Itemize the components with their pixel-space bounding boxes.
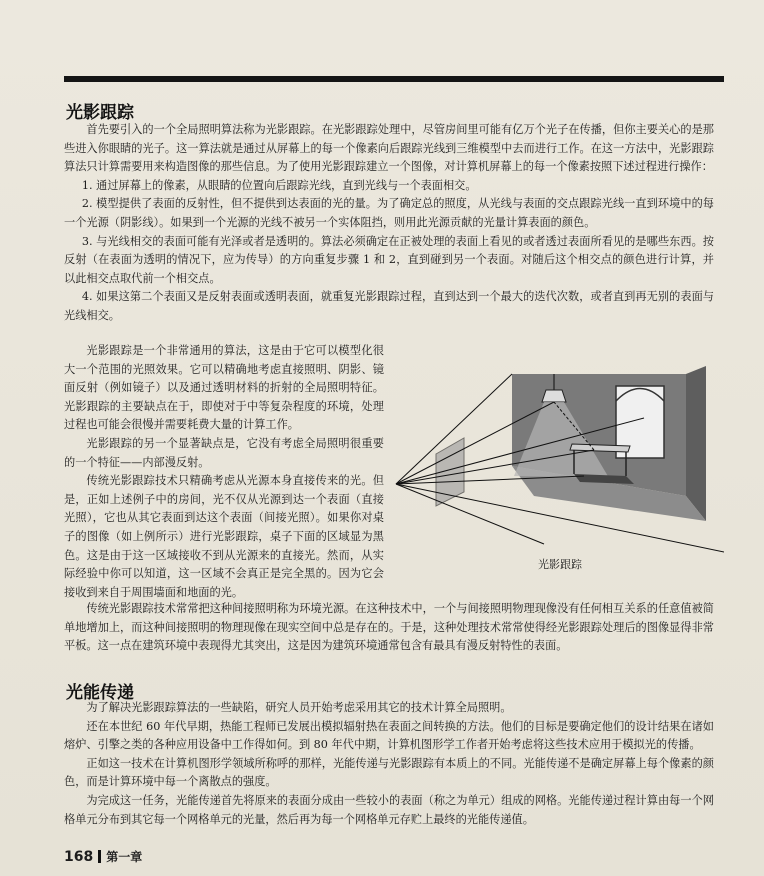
ray-tracing-intro xyxy=(64,121,714,326)
radiosity-paragraph: 还在本世纪 60 年代早期，热能工程师已发展出模拟辐射热在表面之间转换的方法。他们的目标是要确定他们的设计结果在诸如熔炉、引擎之类的各种应用设备中工作得如何。到 80 年代中期，计算机图形学工作者开始考虑将这些技术应用于模拟光的传播。 xyxy=(64,719,714,752)
intro-paragraph: 首先要引入的一个全局照明算法称为光影跟踪。在光影跟踪处理中，尽管房间里可能有亿万个光子在传播，但你主要关心的是那些进入你眼睛的光子。这一算法就是通过从屏幕上的每一个像素向后跟踪光线到三维模型中去而进行工作。在这一方法中，光影跟踪算法只计算需要用来构造图像的那些信息。为了使用光影跟踪建立一个图像，对计算机屏幕上的每一个像素按照下述过程进行操作： xyxy=(64,123,714,174)
section-title-ray-tracing: 光影跟踪 xyxy=(66,103,134,123)
ray-tracing-column xyxy=(64,342,384,602)
header-rule xyxy=(64,76,724,82)
closing-paragraph: 传统光影跟踪技术常常把这种间接照明称为环境光源。在这种技术中，一个与间接照明物理现像没有任何相互关系的任意值被简单地增加上，而这种间接照明的物理现像在现实空间中总是存在的。于是，这种处理技术常常使得经光影跟踪处理后的图像显得非常平板。这一点在建筑环境中表现得尤其突出，这是因为建筑环境通常包含有最具有漫反射特性的表面。 xyxy=(64,602,714,653)
radiosity-body xyxy=(64,699,714,829)
radiosity-paragraph: 正如这一技术在计算机图形学领域所称呼的那样，光能传递与光影跟踪有本质上的不同。光能传递不是确定屏幕上每个像素的颜色，而是计算环境中每一个离散点的强度。 xyxy=(64,756,714,789)
table-icon xyxy=(570,444,630,452)
step-4: 4. 如果这第二个表面又是反射表面或透明表面，就重复光影跟踪过程，直到达到一个最大的迭代次数，或者直到再无别的表面与光线相交。 xyxy=(64,290,714,322)
ray-tracing-closing xyxy=(64,600,714,656)
page-footer xyxy=(64,848,142,865)
page-number: 168 xyxy=(64,848,94,865)
step-3: 3. 与光线相交的表面可能有光泽或者是透明的。算法必须确定在正被处理的表面上看见的或者透过表面所看见的是哪些东西。按反射（在表面为透明的情况下，应为传导）的方向重复步骤 1 和 2，直到碰到另一个表面。对随后这个相交点的颜色进行计算，并以此相交点取代前一个相交点。 xyxy=(64,234,714,285)
column-paragraph: 光影跟踪的另一个显著缺点是，它没有考虑全局照明很重要的一个特征——内部漫反射。 xyxy=(64,436,384,469)
radiosity-paragraph: 为了解决光影跟踪算法的一些缺陷，研究人员开始考虑采用其它的技术计算全局照明。 xyxy=(86,701,512,714)
radiosity-paragraph: 为完成这一任务，光能传递首先将原来的表面分成由一些较小的表面（称之为单元）组成的网格。光能传递过程计算由每一个网格单元分布到其它每一个网格单元的光量，然后再为每一个网格单元存贮上最终的光能传递值。 xyxy=(64,793,714,826)
ray-tracing-figure xyxy=(394,346,724,566)
footer-divider xyxy=(98,850,101,863)
chapter-label: 第一章 xyxy=(106,850,143,864)
ray-tracing-illustration xyxy=(394,346,724,566)
room-right-wall xyxy=(686,366,706,521)
column-paragraph: 传统光影跟踪技术只精确考虑从光源本身直接传来的光。但是，正如上述例子中的房间，光不仅从光源到达一个表面（直接光照），它也从其它表面到达这个表面（间接光照）。如果你对桌子的图像（如上例所示）进行光影跟踪，桌子下面的区域显为黑色。这是由于这一区域接收不到从光源来的直接光。然而，从实际经验中你可以知道，这一区域不会真正是完全黑的。因为它会接收到来自于周围墙面和地面的光。 xyxy=(64,474,384,599)
ray-line xyxy=(396,484,544,544)
step-1: 1. 通过屏幕上的像素，从眼睛的位置向后跟踪光线，直到光线与一个表面相交。 xyxy=(81,178,477,192)
figure-caption: 光影跟踪 xyxy=(538,558,582,571)
lamp-icon xyxy=(542,390,566,402)
step-2: 2. 模型提供了表面的反射性，但不提供到达表面的光的量。为了确定总的照度，从光线与表面的交点跟踪光线一直到环境中的每一个光源（阴影线）。如果到一个光源的光线不被另一个实体阻挡，则用此光源贡献的光量计算表面的颜色。 xyxy=(64,197,714,229)
column-paragraph: 光影跟踪是一个非常通用的算法，这是由于它可以模型化很大一个范围的光照效果。它可以精确地考虑直接照明、阴影、镜面反射（例如镜子）以及通过透明材料的折射的全局照明特征。光影跟踪的主要缺点在于，即使对于中等复杂程度的环境，处理过程也可能会很慢并需要耗费大量的计算工作。 xyxy=(64,344,384,432)
section-title-radiosity: 光能传递 xyxy=(66,683,134,703)
